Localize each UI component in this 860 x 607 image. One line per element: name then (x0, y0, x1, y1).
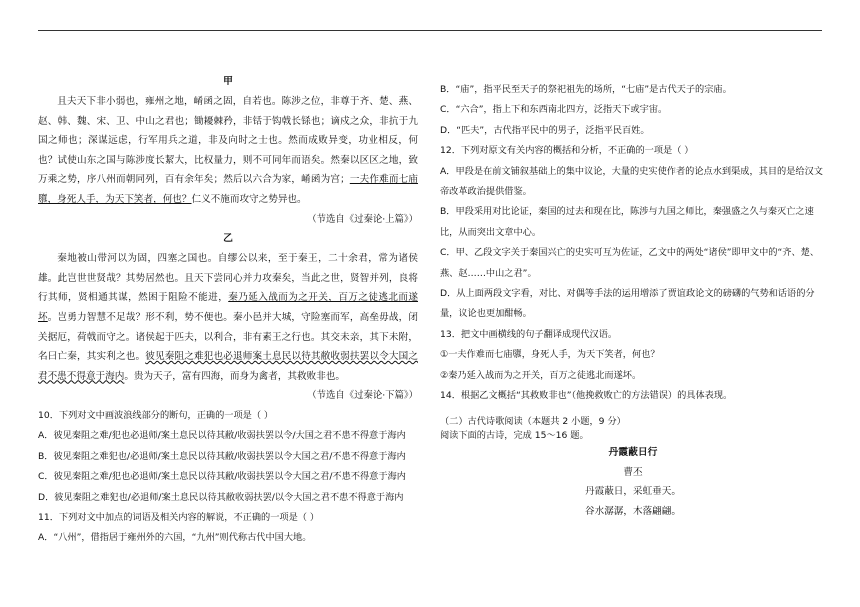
poem-line-1: 丹霞蔽日，采虹垂天。 (585, 486, 681, 498)
right-column (440, 80, 826, 521)
question-12-option-d: D．从上面两段文字看，对比、对偶等手法的运用增添了贾谊政论文的磅礴的气势和话语的分量，议论也更加酣畅。 (440, 288, 815, 320)
question-14: 14．根据乙文概括“其救败非也”（他挽救败亡的方法错误）的具体表现。 (440, 390, 733, 402)
passage-jia-text: 且夫天下非小弱也，雍州之地，崤函之固，自若也。陈涉之位，非尊于齐、楚、燕、赵、韩、魏、宋、卫、中山之君也；锄耰棘矜，非铦于钩戟长铩也；谪戍之众，非抗于九国之师也；深谋远虑，行军用兵之道，非及向时之士也。然而成败异变，功业相反，何也？试使山东之国与陈涉度长絜大，比权量力，则不可同年而语矣。然秦以区区之地，致万乘之势，序八州而朝同列，百有余年矣；然后以六合为家，崤函为宫；一夫作难而七庙隳，身死人手，为天下笑者，何也？仁义不施而攻守之势异也。 (38, 96, 419, 205)
wavy-line-sentence: 彼见秦阻之难犯也必退师案土息民以待其敝收弱扶罢以令大国之君不患不得意于海内 (38, 351, 419, 382)
question-10-option-b: B．彼见秦阻之难犯也/必退师/案土息民以待其敝/收弱扶罢以令大国之君/不患不得意于海内 (38, 450, 406, 462)
question-11-option-b: B．“庙”，指平民至天子的祭祀祖先的场所，“七庙”是古代天子的宗庙。 (440, 84, 732, 95)
question-11-option-a: A．“八州”，借指居于雍州外的六国，“九州”则代称古代中国大地。 (38, 532, 312, 544)
question-13-item-1: ①一夫作难而七庙隳，身死人手，为天下笑者，何也？ (440, 349, 660, 361)
passage-jia-source: （节选自《过秦论·上篇》） (307, 213, 418, 225)
passage-yi-text: 秦地被山带河以为固，四塞之国也。自缪公以来，至于秦王，二十余君，常为诸侯雄。此岂世世贤哉？其势居然也。且天下尝同心并力攻秦矣，当此之世，贤智并列，良将行其师，贤相通其谋，然困于阻险不能进，秦乃延入战而为之开关，百万之徒逃北而遂坏。岂勇力智慧不足哉？形不利，势不便也。秦小邑并大城，守险塞而军，高垒毋战，闭关据厄，荷戟而守之。诸侯起于匹夫，以利合，非有素王之行也。其交未亲，其下未附，名曰亡秦，其实利之也。彼见秦阻之难犯也必退师案土息民以待其敝收弱扶罢以令大国之君不患不得意于海内。贵为天子，富有四海，而身为禽者，其救败非也。 (38, 253, 419, 382)
question-12-option-a: A．甲段是在前文铺叙基础上的集中议论，大量的史实使作者的论点水到渠成，其目的是给汉文帝改革政治提供借鉴。 (440, 165, 823, 198)
header-rule (38, 30, 822, 31)
poem-author: 曹丕 (623, 466, 643, 478)
question-13: 13．把文中画横线的句子翻译成现代汉语。 (440, 328, 618, 340)
passage-yi-title: 乙 (223, 233, 233, 245)
question-11-option-c: C．“六合”，指上下和东西南北四方，泛指天下或宇宙。 (440, 104, 668, 116)
section-2-heading: （二）古代诗歌阅读（本题共 2 小题，9 分） (440, 415, 626, 427)
section-gap (440, 407, 826, 415)
question-12: 12．下列对原文有关内容的概括和分析，不正确的一项是（ ） (440, 145, 694, 157)
question-10-option-c: C．彼见秦阻之难/犯也必退师/案土息民以待其敝/收弱扶罢以令大国之君/不患不得意于海内 (38, 471, 406, 483)
question-10-option-a: A．彼见秦阻之难/犯也必退师/案土息民以待其敝/收弱扶罢以令/大国之君不患不得意于海内 (38, 430, 406, 442)
question-10-option-d: D．彼见秦阻之难犯也/必退师/案土息民以待其敝收弱扶罢/以令大国之君不患不得意于海内 (38, 491, 404, 503)
poem-title: 丹霞蔽日行 (608, 446, 658, 458)
left-column (38, 72, 418, 549)
section-2-intro: 阅读下面的古诗，完成 15～16 题。 (440, 429, 589, 441)
question-11-option-d: D．“匹夫”，古代指平民中的男子，泛指平民百姓。 (440, 124, 650, 136)
question-12-option-c: C．甲、乙段文字关于秦国兴亡的史实可互为佐证，乙文中的两处“诸侯”即甲文中的“齐、楚、燕、赵……中山之君”。 (440, 247, 820, 279)
passage-yi-source: （节选自《过秦论·下篇》） (307, 390, 418, 402)
question-11: 11．下列对文中加点的词语及相关内容的解说，不正确的一项是（ ） (38, 511, 320, 523)
question-10: 10．下列对文中画波浪线部分的断句，正确的一项是（ ） (38, 409, 274, 421)
poem-line-2: 谷水潺潺，木落翩翩。 (585, 505, 681, 517)
question-13-item-2: ②秦乃延入战而为之开关，百万之徒逃北而遂坏。 (440, 369, 642, 381)
question-12-option-b: B．甲段采用对比论证，秦国的过去和现在比，陈涉与九国之师比，秦强盛之久与秦灭亡之速比，从而突出文章中心。 (440, 206, 814, 238)
underlined-sentence-1: 一夫作难而七庙隳，身死人手，为天下笑者，何也？ (38, 174, 419, 205)
passage-jia-title: 甲 (223, 76, 233, 87)
underlined-sentence-2: 秦乃延入战而为之开关，百万之徒逃北而遂坏 (38, 292, 419, 323)
